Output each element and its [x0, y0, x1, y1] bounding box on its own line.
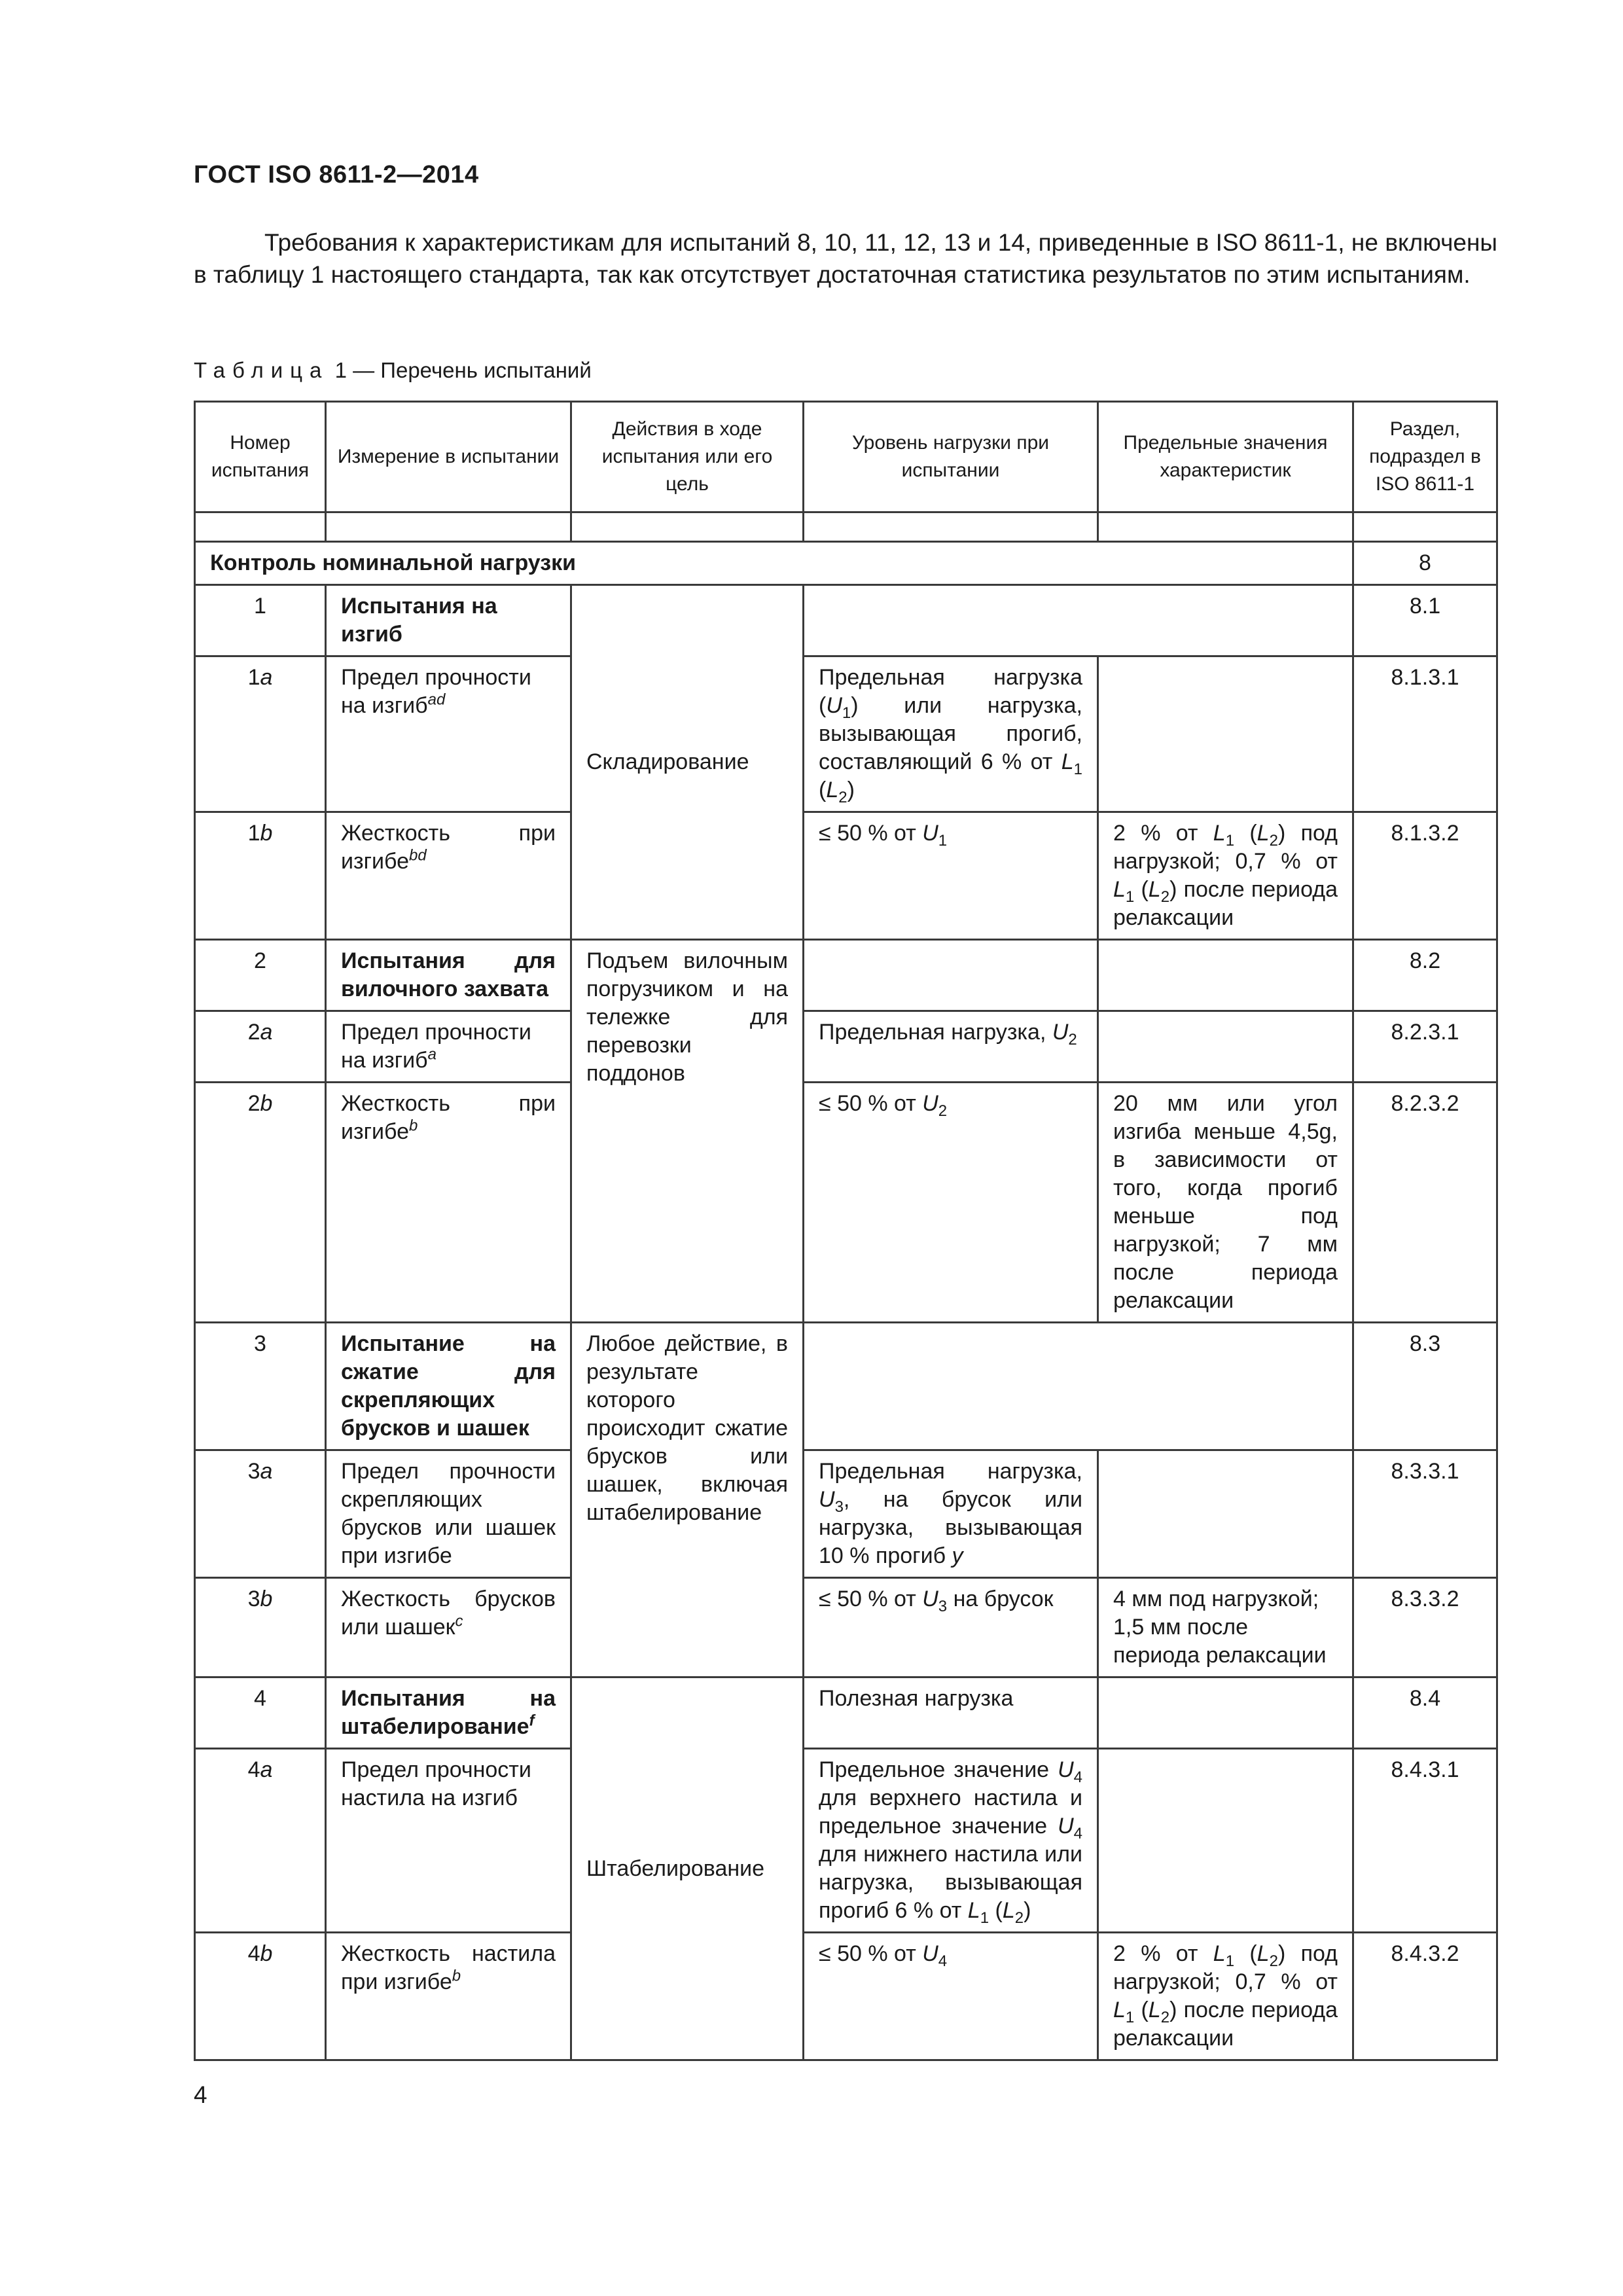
- page-number: 4: [194, 2081, 207, 2108]
- test-section-ref: 8.4.3.2: [1353, 1933, 1497, 2060]
- test-number: 3: [195, 1323, 326, 1450]
- test-number-letter: b: [260, 1941, 273, 1966]
- table-row: [195, 1677, 1497, 1749]
- test-measurement: Жесткость брусков или шашек$^c$: [326, 1578, 571, 1677]
- test-section-ref: 8.1.3.1: [1353, 656, 1497, 812]
- test-section-ref: 8.2: [1353, 940, 1497, 1011]
- spacer-cell: [571, 512, 804, 542]
- section-ref: 8: [1353, 542, 1497, 585]
- test-number: 4: [195, 1677, 326, 1749]
- test-measurement: Жесткость при изгибе$^b$: [326, 1083, 571, 1323]
- test-limits: 2 % от $L_1$ $(L_2)$ под нагрузкой; 0,7 % от $L_1$ $(L_2)$ после периода релаксации: [1098, 812, 1353, 940]
- test-number-digit: 1: [247, 821, 260, 846]
- header-measurement: Измерение в испытании: [326, 402, 571, 512]
- spacer-cell: [195, 512, 326, 542]
- test-limits: 4 мм под нагрузкой; 1,5 мм после периода релаксации: [1098, 1578, 1353, 1677]
- empty-cell: [804, 940, 1098, 1011]
- test-number-digit: 1: [247, 665, 260, 690]
- header-test-number: Номер испытания: [195, 402, 326, 512]
- test-load-level: Полезная нагрузка: [804, 1677, 1098, 1749]
- table-row: [195, 1933, 1497, 2060]
- test-measurement: Испытания на штабелирование$^f$: [326, 1677, 571, 1749]
- table-header-row: [195, 402, 1497, 512]
- test-load-level: Предельное значение $U_4$ для верхнего настила и предельное значение $U_4$ для нижнего настила или нагрузка, вызывающая прогиб 6 % от $L_1$ $(L_2)$: [804, 1749, 1098, 1933]
- test-number-digit: 4: [247, 1941, 260, 1966]
- table-row: [195, 1083, 1497, 1323]
- spacer-cell: [1353, 512, 1497, 542]
- test-measurement: Предел прочности настила на изгиб: [326, 1749, 571, 1933]
- test-number: 1: [195, 585, 326, 656]
- empty-cell: [1098, 1677, 1353, 1749]
- header-section-ref: Раздел, подраздел в ISO 8611-1: [1353, 402, 1497, 512]
- test-section-ref: 8.3.3.1: [1353, 1450, 1497, 1578]
- header-action: Действия в ходе испытания или его цель: [571, 402, 804, 512]
- section-row: [195, 542, 1497, 585]
- table-row: [195, 812, 1497, 940]
- document-header: ГОСТ ISO 8611-2—2014: [194, 161, 479, 188]
- spacer-cell: [326, 512, 571, 542]
- header-limits: Предельные значения характеристик: [1098, 402, 1353, 512]
- test-section-ref: 8.3.3.2: [1353, 1578, 1497, 1677]
- test-section-ref: 8.1.3.2: [1353, 812, 1497, 940]
- empty-cell: [1098, 656, 1353, 812]
- test-number-digit: 3: [247, 1587, 260, 1611]
- test-number: [195, 1749, 326, 1933]
- test-limits: 20 мм или угол изгиба меньше 4,5g, в зависимости от того, когда прогиб меньше под нагрузкой; 7 мм после периода релаксации: [1098, 1083, 1353, 1323]
- empty-cell: [1098, 1450, 1353, 1578]
- test-number-letter: b: [260, 1091, 273, 1116]
- test-number-digit: 2: [247, 1020, 260, 1045]
- test-measurement: Предел прочности скрепляющих брусков или шашек при изгибе: [326, 1450, 571, 1578]
- test-number-digit: 4: [247, 1757, 260, 1782]
- test-section-ref: 8.2.3.1: [1353, 1011, 1497, 1083]
- table-row: [195, 940, 1497, 1011]
- test-load-level: Предельная нагрузка, $U_2$: [804, 1011, 1098, 1083]
- spacer-cell: [1098, 512, 1353, 542]
- test-number-letter: b: [260, 1587, 273, 1611]
- table-caption-label: Таблица: [194, 358, 329, 382]
- test-number-letter: a: [260, 1020, 273, 1045]
- test-number-digit: 2: [247, 1091, 260, 1116]
- test-section-ref: 8.4: [1353, 1677, 1497, 1749]
- table-row: [195, 656, 1497, 812]
- test-load-level: Предельная нагрузка $(U_1)$ или нагрузка, вызывающая прогиб, составляющий 6 % от $L_1$ $(L_2)$: [804, 656, 1098, 812]
- test-number: 2: [195, 940, 326, 1011]
- test-load-level: Предельная нагрузка, $U_3$, на брусок или нагрузка, вызывающая 10 % прогиб y: [804, 1450, 1098, 1578]
- test-measurement: Жесткость настила при изгибе$^b$: [326, 1933, 571, 2060]
- section-title: Контроль номинальной нагрузки: [195, 542, 1353, 585]
- table-row: [195, 1749, 1497, 1933]
- test-section-ref: 8.2.3.2: [1353, 1083, 1497, 1323]
- test-action: Штабелирование: [571, 1677, 804, 2060]
- test-section-ref: 8.4.3.1: [1353, 1749, 1497, 1933]
- test-number: [195, 1083, 326, 1323]
- test-measurement: Предел прочности на изгиб$^{ad}$: [326, 656, 571, 812]
- test-measurement: Испытание на сжатие для скрепляющих брусков и шашек: [326, 1323, 571, 1450]
- test-action: Любое действие, в результате которого происходит сжатие брусков или шашек, включая штабелирование: [571, 1323, 804, 1677]
- spacer-cell: [804, 512, 1098, 542]
- test-action: Подъем вилочным погрузчиком и на тележке для перевозки поддонов: [571, 940, 804, 1323]
- test-section-ref: 8.1: [1353, 585, 1497, 656]
- test-measurement: Предел прочности на изгиб$^a$: [326, 1011, 571, 1083]
- test-number: [195, 1450, 326, 1578]
- test-section-ref: 8.3: [1353, 1323, 1497, 1450]
- empty-cell: [804, 585, 1353, 656]
- test-number: [195, 1933, 326, 2060]
- test-measurement: Испытания для вилочного захвата: [326, 940, 571, 1011]
- test-load-level: ≤ 50 % от $U_1$: [804, 812, 1098, 940]
- test-number: [195, 656, 326, 812]
- table-row: [195, 1011, 1497, 1083]
- test-number: [195, 812, 326, 940]
- test-number-letter: a: [260, 1459, 273, 1484]
- test-limits: 2 % от $L_1$ $(L_2)$ под нагрузкой; 0,7 % от $L_1$ $(L_2)$ после периода релаксации: [1098, 1933, 1353, 2060]
- test-number-letter: b: [260, 821, 273, 846]
- test-measurement: Испытания на изгиб: [326, 585, 571, 656]
- table-row: [195, 1450, 1497, 1578]
- test-measurement: Жесткость при изгибе$^{bd}$: [326, 812, 571, 940]
- test-number: [195, 1578, 326, 1677]
- tests-table: [194, 401, 1498, 2061]
- test-number: [195, 1011, 326, 1083]
- empty-cell: [1098, 1011, 1353, 1083]
- table-row: [195, 585, 1497, 656]
- table-row: [195, 1578, 1497, 1677]
- intro-paragraph: Требования к характеристикам для испытаний 8, 10, 11, 12, 13 и 14, приведенные в ISO 8611-1, не включены в таблицу 1 настоящего стандарта, так как отсутствует достаточная статистика результатов по этим испытаниям.: [194, 229, 1497, 288]
- empty-cell: [1098, 1749, 1353, 1933]
- table-caption-title: — Перечень испытаний: [353, 358, 592, 382]
- table-row: [195, 1323, 1497, 1450]
- table-caption-number: 1: [334, 358, 347, 382]
- test-number-letter: a: [260, 665, 273, 690]
- test-action: Складирование: [571, 585, 804, 940]
- test-number-digit: 3: [247, 1459, 260, 1484]
- header-spacer-row: [195, 512, 1497, 542]
- test-number-letter: a: [260, 1757, 273, 1782]
- table-caption: [194, 358, 592, 383]
- test-load-level: ≤ 50 % от $U_3$ на брусок: [804, 1578, 1098, 1677]
- empty-cell: [804, 1323, 1353, 1450]
- test-load-level: ≤ 50 % от $U_4$: [804, 1933, 1098, 2060]
- empty-cell: [1098, 940, 1353, 1011]
- header-load-level: Уровень нагрузки при испытании: [804, 402, 1098, 512]
- test-load-level: ≤ 50 % от $U_2$: [804, 1083, 1098, 1323]
